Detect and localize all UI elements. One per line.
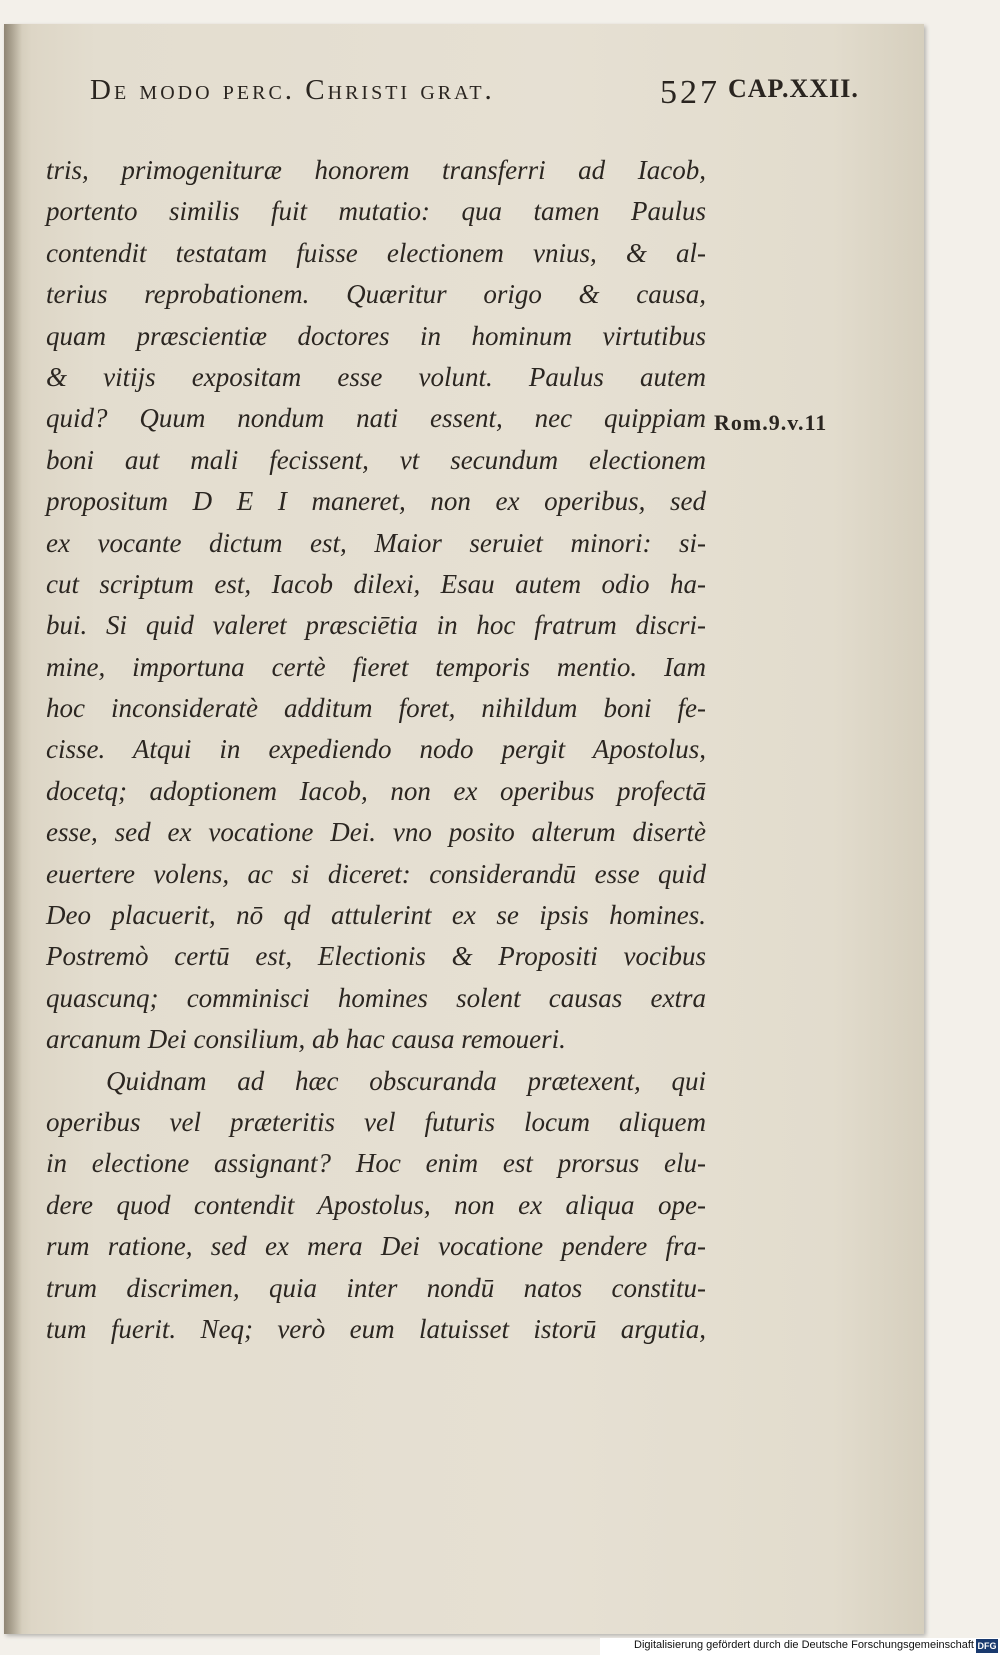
dfg-logo: DFG [977, 1641, 997, 1651]
text-line: esse, sed ex vocatione Dei. vno posito alterum disertè [46, 817, 706, 848]
text-line: in electione assignant? Hoc enim est prorsus elu- [46, 1148, 706, 1179]
text-line: tum fuerit. Neq; verò eum latuisset istorū argutia, [46, 1313, 706, 1344]
text-line: Deo placuerit, nō qd attulerint ex se ipsis homines. [46, 900, 706, 931]
marginal-note: Rom.9.v.11 [714, 410, 828, 435]
text-line: docetq; adoptionem Iacob, non ex operibus profectā [46, 775, 706, 806]
text-line: Quidnam ad hæc obscuranda prætexent, qui [106, 1065, 706, 1096]
text-line: euertere volens, ac si diceret: considerandū esse quid [46, 858, 706, 889]
text-line: bui. Si quid valeret præsciētia in hoc fratrum discri- [46, 610, 706, 641]
text-line: mine, importuna certè fieret temporis mentio. Iam [46, 651, 706, 682]
text-line: & vitijs expositam esse volunt. Paulus autem [46, 361, 706, 392]
text-line: portento similis fuit mutatio: qua tamen Paulus [46, 196, 706, 227]
text-line: operibus vel præteritis vel futuris locum aliquem [46, 1106, 706, 1137]
page-number: 527 [660, 74, 720, 111]
text-line: hoc inconsideratè additum foret, nihildum boni fe- [46, 693, 706, 724]
text-line: tris, primogenituræ honorem transferri ad Iacob, [46, 155, 706, 185]
text-line: cut scriptum est, Iacob dilexi, Esau autem odio ha- [46, 568, 706, 599]
running-title: De modo perc. Christi grat. [90, 74, 495, 106]
text-line: ex vocante dictum est, Maior seruiet minori: si- [46, 527, 706, 558]
text-line: quascunq; comminisci homines solent causas extra [46, 982, 706, 1013]
chapter-label: CAP.XXII. [728, 74, 859, 103]
text-line: dere quod contendit Apostolus, non ex aliqua ope- [46, 1189, 706, 1220]
text-line: arcanum Dei consilium, ab hac causa remoueri. [46, 1024, 566, 1055]
text-line: Postremò certū est, Electionis & Propositi vocibus [46, 941, 706, 972]
running-header [90, 74, 910, 114]
text-line: terius reprobationem. Quæritur origo & causa, [46, 279, 706, 310]
text-line: cisse. Atqui in expediendo nodo pergit Apostolus, [46, 734, 706, 765]
text-line: quam præscientiæ doctores in hominum virtutibus [46, 320, 706, 351]
text-line: rum ratione, sed ex mera Dei vocatione pendere fra- [46, 1231, 706, 1262]
text-line: contendit testatam fuisse electionem vnius, & al- [46, 237, 706, 268]
text-line: trum discrimen, quia inter nondū natos constitu- [46, 1272, 706, 1303]
text-line: propositum D E I maneret, non ex operibus, sed [46, 486, 706, 517]
digitization-credit: Digitalisierung gefördert durch die Deutsche Forschungsgemeinschaft [634, 1639, 974, 1651]
text-line: quid? Quum nondum nati essent, nec quippiam [46, 403, 706, 434]
page-gutter-shadow [4, 24, 22, 1634]
text-line: boni aut mali fecissent, vt secundum electionem [46, 444, 706, 475]
body-text [46, 150, 706, 1350]
